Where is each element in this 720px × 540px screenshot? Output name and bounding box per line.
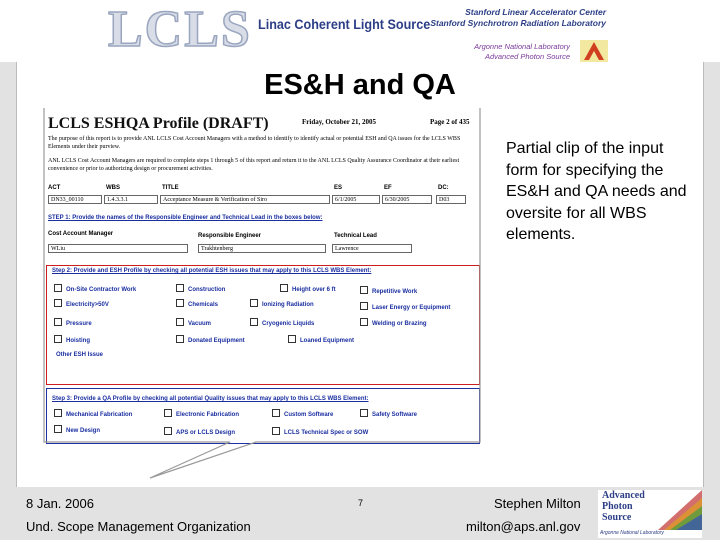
aps-word-2: Photon bbox=[602, 501, 633, 512]
footer-organization: Und. Scope Management Organization bbox=[26, 519, 251, 534]
slac-name: Stanford Linear Accelerator Center bbox=[465, 7, 606, 17]
anl-name: Argonne National Laboratory bbox=[474, 42, 570, 51]
aps-name: Advanced Photon Source bbox=[484, 52, 570, 61]
argonne-logo-icon bbox=[580, 40, 608, 62]
esh-loaned-checkbox[interactable]: Loaned Equipment bbox=[288, 335, 354, 344]
col-act: ACT bbox=[48, 185, 61, 191]
footer-presenter: Stephen Milton bbox=[494, 496, 581, 511]
qa-tech-spec-checkbox[interactable]: LCLS Technical Spec or SOW bbox=[272, 427, 368, 436]
footer-date: 8 Jan. 2006 bbox=[26, 496, 94, 511]
footer-page-number: 7 bbox=[358, 498, 364, 508]
esh-pressure-checkbox[interactable]: Pressure bbox=[54, 318, 92, 327]
col-es: ES bbox=[334, 185, 343, 191]
qa-new-design-checkbox[interactable]: New Design bbox=[54, 425, 100, 434]
col-dc: DC: bbox=[438, 185, 449, 191]
form-purpose: The purpose of this report is to provide ANL LCLS Cost Account Managers with a method to identify to identify actual or potential ESH and QA issues for the LCLS WBS Elements under their purview. bbox=[48, 136, 461, 150]
esh-welding-checkbox[interactable]: Welding or Brazing bbox=[360, 318, 427, 327]
cell-es[interactable]: 6/1/2005 bbox=[332, 195, 380, 204]
esh-electricity-checkbox[interactable]: Electricity>50V bbox=[54, 299, 109, 308]
footer-email[interactable]: milton@aps.anl.gov bbox=[466, 519, 581, 534]
cam-field[interactable]: WLiu bbox=[48, 244, 188, 253]
form-date: Friday, October 21, 2005 bbox=[302, 118, 376, 126]
col-title: TITLE bbox=[162, 185, 179, 191]
cell-wbs[interactable]: 1.4.3.3.1 bbox=[104, 195, 158, 204]
form-title: LCLS ESHQA Profile (DRAFT) bbox=[48, 115, 269, 132]
esh-hoisting-checkbox[interactable]: Hoisting bbox=[54, 335, 90, 344]
esh-construction-checkbox[interactable]: Construction bbox=[176, 284, 225, 293]
cell-dc[interactable]: D03 bbox=[436, 195, 466, 204]
ssrl-name: Stanford Synchrotron Radiation Laboratory bbox=[430, 18, 606, 28]
esh-cryogenic-checkbox[interactable]: Cryogenic Liquids bbox=[250, 318, 314, 327]
cam-label: Cost Account Manager bbox=[48, 231, 114, 237]
aps-word-1: Advanced bbox=[602, 490, 645, 501]
other-esh-label: Other ESH Issue bbox=[56, 352, 104, 358]
form-page: Page 2 of 435 bbox=[430, 118, 470, 126]
col-wbs: WBS bbox=[106, 185, 120, 191]
tl-label: Technical Lead bbox=[334, 233, 377, 239]
re-field[interactable]: Trakhtenberg bbox=[198, 244, 326, 253]
aps-anl: Argonne National Laboratory bbox=[600, 530, 664, 536]
qa-elec-checkbox[interactable]: Electronic Fabrication bbox=[164, 409, 239, 418]
qa-custom-sw-checkbox[interactable]: Custom Software bbox=[272, 409, 333, 418]
esh-height-checkbox[interactable]: Height over 6 ft bbox=[280, 284, 336, 293]
lcls-subtitle: Linac Coherent Light Source bbox=[258, 16, 431, 32]
aps-word-3: Source bbox=[602, 512, 632, 523]
esh-repetitive-checkbox[interactable]: Repetitive Work bbox=[360, 286, 417, 295]
esh-laser-checkbox[interactable]: Laser Energy or Equipment bbox=[360, 302, 450, 311]
cell-ef[interactable]: 6/30/2005 bbox=[382, 195, 432, 204]
step1-label: STEP 1: Provide the names of the Responsible Engineer and Technical Lead in the boxes below: bbox=[48, 215, 323, 221]
qa-aps-design-checkbox[interactable]: APS or LCLS Design bbox=[164, 427, 235, 436]
eshqa-form-clip bbox=[44, 112, 484, 442]
tl-field[interactable]: Lawrence bbox=[332, 244, 412, 253]
esh-vacuum-checkbox[interactable]: Vacuum bbox=[176, 318, 211, 327]
slide-title: ES&H and QA bbox=[264, 69, 456, 101]
lcls-logo: LCLS bbox=[108, 1, 252, 58]
step3-label: Step 3: Provide a QA Profile by checking all potential Quality issues that may apply to this LCLS WBS Element: bbox=[52, 396, 369, 402]
header-banner bbox=[0, 0, 720, 62]
slide-note: Partial clip of the input form for specifying the ES&H and QA needs and oversite for all WBS elements. bbox=[506, 140, 687, 243]
aps-logo bbox=[598, 490, 702, 538]
re-label: Responsible Engineer bbox=[198, 233, 262, 239]
esh-ionizing-checkbox[interactable]: Ionizing Radiation bbox=[250, 299, 314, 308]
esh-onsite-checkbox[interactable]: On-Site Contractor Work bbox=[54, 284, 136, 293]
esh-chemicals-checkbox[interactable]: Chemicals bbox=[176, 299, 218, 308]
cell-title[interactable]: Acceptance Measure & Verification of Siro bbox=[160, 195, 330, 204]
form-instructions: ANL LCLS Cost Account Managers are required to complete steps 1 through 5 of this report and return it to the ANL LCLS Quality Assurance Coordinator at their earliest convenience or prior to authorizing design or procurement activities. bbox=[48, 158, 460, 172]
qa-safety-sw-checkbox[interactable]: Safety Software bbox=[360, 409, 417, 418]
esh-donated-checkbox[interactable]: Donated Equipment bbox=[176, 335, 245, 344]
cell-act[interactable]: DN33_00110 bbox=[48, 195, 102, 204]
col-ef: EF bbox=[384, 185, 392, 191]
qa-mech-checkbox[interactable]: Mechanical Fabrication bbox=[54, 409, 132, 418]
step2-label: Step 2: Provide and ESH Profile by checking all potential ESH issues that may apply to this LCLS WBS Element: bbox=[52, 268, 372, 274]
